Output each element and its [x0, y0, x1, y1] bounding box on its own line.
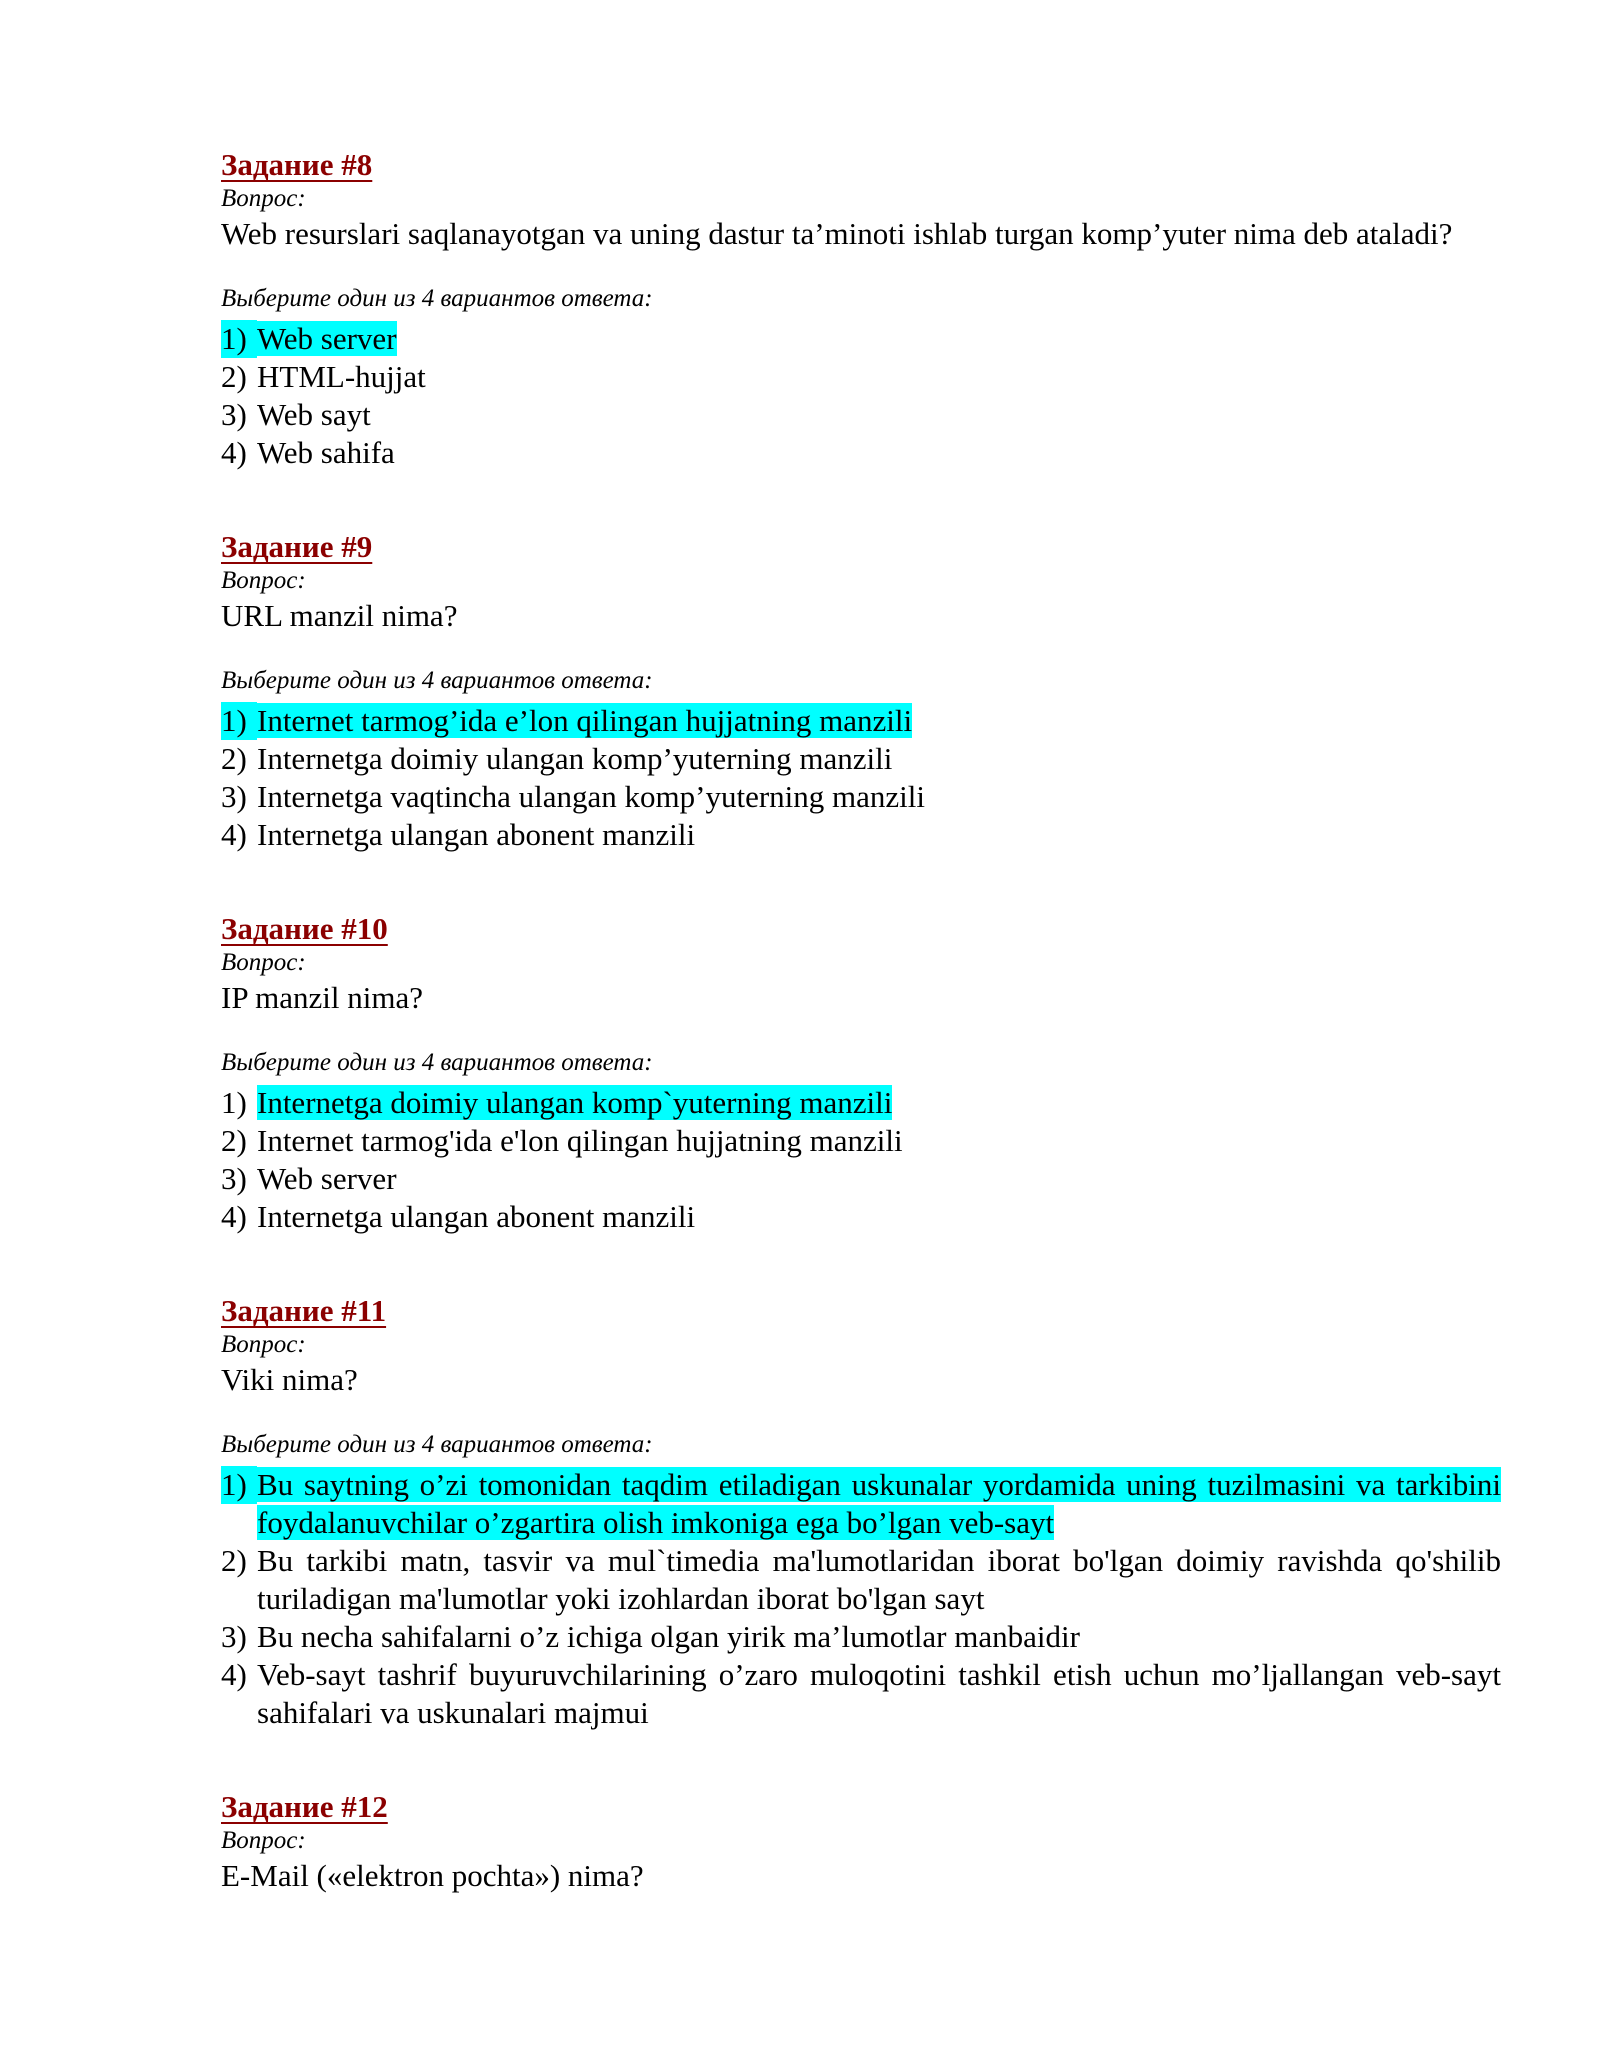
- option-number: 1): [221, 702, 257, 740]
- option-3: [221, 778, 1501, 816]
- options-list: [221, 1084, 1501, 1236]
- option-2: [221, 740, 1501, 778]
- option-4: [221, 1198, 1501, 1236]
- option-number: 1): [221, 1466, 257, 1504]
- document-page: [221, 146, 1501, 1926]
- option-2: [221, 1122, 1501, 1160]
- option-number: 1): [221, 1085, 247, 1120]
- option-text: Internet tarmog'ida e'lon qilingan hujjatning manzili: [257, 1123, 903, 1158]
- options-list: [221, 702, 1501, 854]
- options-list: [221, 320, 1501, 472]
- question-text: E-Mail («elektron pochta») nima?: [221, 1858, 644, 1893]
- answers-label: Выберите один из 4 вариантов ответа:: [221, 1431, 653, 1458]
- task-11: [221, 1292, 1501, 1732]
- options-list: [221, 1466, 1501, 1732]
- option-1: [221, 1084, 1501, 1122]
- option-1: [221, 702, 1501, 740]
- option-number: 3): [221, 1619, 247, 1654]
- option-text: Bu saytning o’zi tomonidan taqdim etiladigan uskunalar yordamida uning tuzilmasini va tarkibini foydalanuvchilar o’zgartira olish imkoniga ega bo’lgan veb-sayt: [257, 1467, 1501, 1540]
- question-text: IP manzil nima?: [221, 980, 424, 1015]
- option-text: Web server: [257, 1161, 397, 1196]
- option-2: [221, 1542, 1501, 1618]
- option-text: Bu necha sahifalarni o’z ichiga olgan yirik ma’lumotlar manbaidir: [257, 1619, 1080, 1654]
- answers-label: Выберите один из 4 вариантов ответа:: [221, 1049, 653, 1076]
- option-text: Web server: [257, 321, 397, 356]
- option-number: 4): [221, 817, 247, 852]
- option-3: [221, 1618, 1501, 1656]
- option-text: Internetga doimiy ulangan komp’yuterning manzili: [257, 741, 893, 776]
- option-number: 2): [221, 359, 247, 394]
- task-12: [221, 1788, 1501, 1896]
- question-label: Вопрос:: [221, 949, 306, 976]
- task-title: Задание #12: [221, 1789, 388, 1824]
- option-text: Web sahifa: [257, 435, 395, 470]
- option-4: [221, 1656, 1501, 1732]
- task-title: Задание #10: [221, 911, 388, 946]
- answers-label: Выберите один из 4 вариантов ответа:: [221, 667, 653, 694]
- option-text: Bu tarkibi matn, tasvir va mul`timedia ma'lumotlaridan iborat bo'lgan doimiy ravishda qo'shilib turiladigan ma'lumotlar yoki izohlardan iborat bo'lgan sayt: [257, 1543, 1501, 1616]
- option-4: [221, 434, 1501, 472]
- option-number: 3): [221, 779, 247, 814]
- question-label: Вопрос:: [221, 567, 306, 594]
- option-number: 2): [221, 741, 247, 776]
- question-text: Viki nima?: [221, 1362, 358, 1397]
- option-3: [221, 396, 1501, 434]
- option-text: Internetga doimiy ulangan komp`yuterning manzili: [257, 1085, 893, 1120]
- task-title: Задание #9: [221, 529, 373, 564]
- option-number: 1): [221, 320, 257, 358]
- option-1: [221, 320, 1501, 358]
- option-3: [221, 1160, 1501, 1198]
- option-text: Veb-sayt tashrif buyuruvchilarining o’zaro muloqotini tashkil etish uchun mo’ljallangan veb-sayt sahifalari va uskunalari majmui: [257, 1657, 1501, 1730]
- option-number: 3): [221, 1161, 247, 1196]
- option-number: 4): [221, 435, 247, 470]
- task-title: Задание #11: [221, 1293, 387, 1328]
- question-label: Вопрос:: [221, 185, 306, 212]
- answers-label: Выберите один из 4 вариантов ответа:: [221, 285, 653, 312]
- option-text: Internetga ulangan abonent manzili: [257, 817, 696, 852]
- option-number: 3): [221, 397, 247, 432]
- option-1: [221, 1466, 1501, 1542]
- question-text: URL manzil nima?: [221, 598, 458, 633]
- option-text: Internetga vaqtincha ulangan komp’yuterning manzili: [257, 779, 925, 814]
- option-number: 2): [221, 1123, 247, 1158]
- option-text: HTML-hujjat: [257, 359, 426, 394]
- question-label: Вопрос:: [221, 1331, 306, 1358]
- question-text: Web resurslari saqlanayotgan va uning dastur ta’minoti ishlab turgan komp’yuter nima deb ataladi?: [221, 216, 1453, 251]
- option-2: [221, 358, 1501, 396]
- option-number: 4): [221, 1657, 247, 1692]
- option-text: Internet tarmog’ida e’lon qilingan hujjatning manzili: [257, 703, 913, 738]
- option-text: Web sayt: [257, 397, 371, 432]
- task-8: [221, 146, 1501, 472]
- task-9: [221, 528, 1501, 854]
- question-label: Вопрос:: [221, 1827, 306, 1854]
- task-title: Задание #8: [221, 147, 373, 182]
- task-10: [221, 910, 1501, 1236]
- option-number: 2): [221, 1543, 247, 1578]
- option-number: 4): [221, 1199, 247, 1234]
- option-4: [221, 816, 1501, 854]
- option-text: Internetga ulangan abonent manzili: [257, 1199, 696, 1234]
